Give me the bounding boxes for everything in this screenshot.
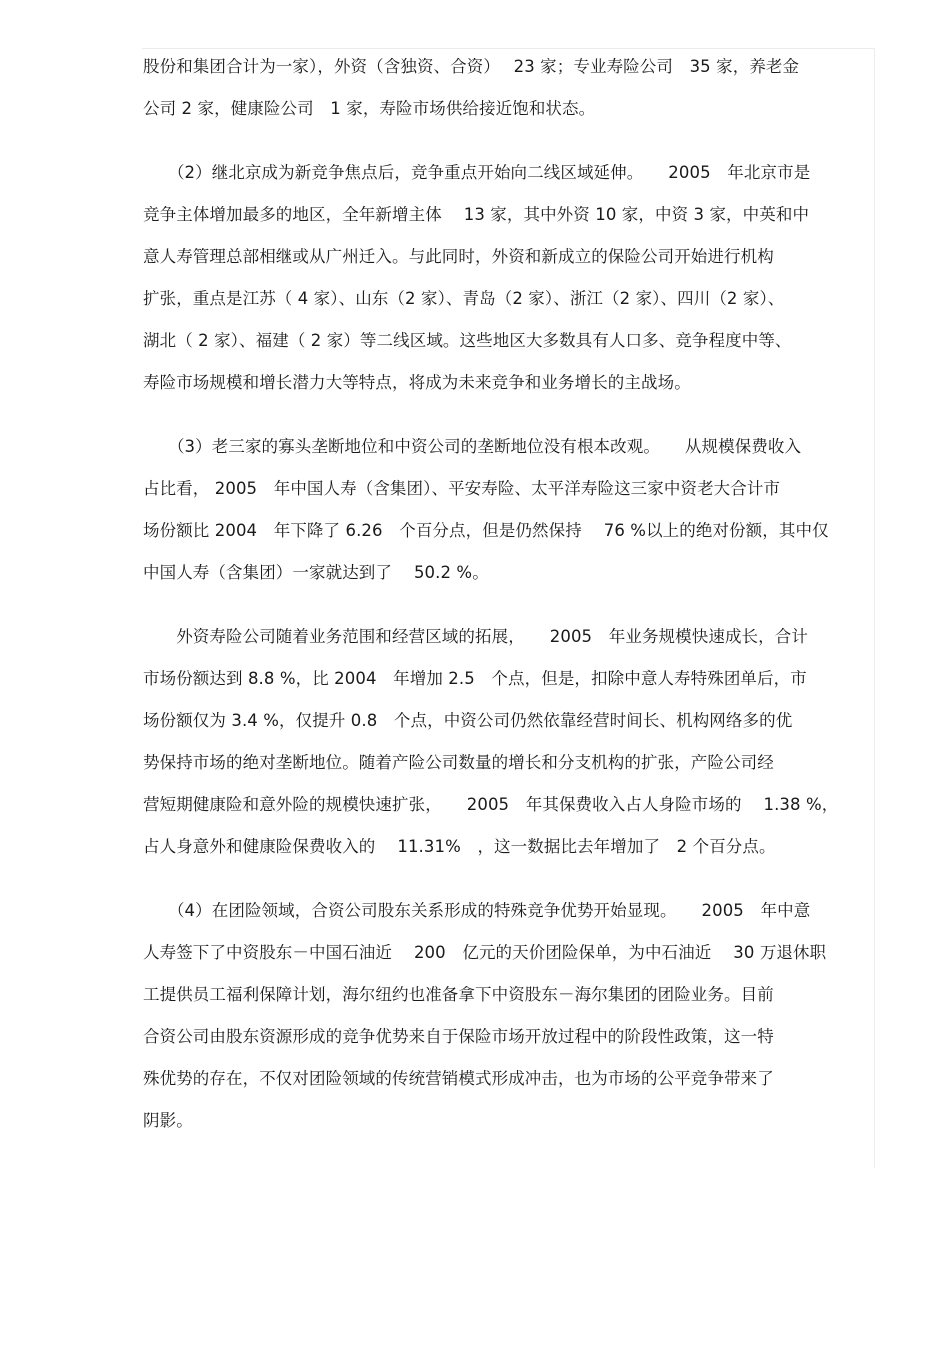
text-line: 占比看， 2005 年中国人寿（含集团）、平安寿险、太平洋寿险这三家中资老大合计市 xyxy=(143,479,781,498)
text-line: 竞争主体增加最多的地区，全年新增主体 13 家，其中外资 10 家，中资 3 家，中英和中 xyxy=(143,205,810,224)
text-line: 工提供员工福利保障计划，海尔纽约也准备拿下中资股东－海尔集团的团险业务。目前 xyxy=(143,985,774,1004)
paragraph-group-insurance xyxy=(143,894,888,1146)
text-line: （3）老三家的寡头垄断地位和中资公司的垄断地位没有根本改观。 从规模保费收入 xyxy=(143,437,802,456)
paragraph-monopoly-position xyxy=(143,430,888,598)
text-line: 股份和集团合计为一家），外资（含独资、合资） 23 家；专业寿险公司 35 家，养老金 xyxy=(143,57,800,76)
text-line: 场份额仅为 3.4 %，仅提升 0.8 个点，中资公司仍然依靠经营时间长、机构网络多的优 xyxy=(143,711,793,730)
text-line: 湖北（ 2 家）、福建（ 2 家）等二线区域。这些地区大多数具有人口多、竞争程度中等、 xyxy=(143,331,792,350)
text-line: 占人身意外和健康险保费收入的 11.31% ，这一数据比去年增加了 2 个百分点。 xyxy=(143,837,776,856)
text-line: （4）在团险领域，合资公司股东关系形成的特殊竞争优势开始显现。 2005 年中意 xyxy=(143,901,811,920)
text-line: 中国人寿（含集团）一家就达到了 50.2 %。 xyxy=(143,563,489,582)
text-line: 人寿签下了中资股东－中国石油近 200 亿元的天价团险保单，为中石油近 30 万退休职 xyxy=(143,943,827,962)
document-body xyxy=(143,50,888,1146)
text-line: 殊优势的存在，不仅对团险领域的传统营销模式形成冲击，也为市场的公平竞争带来了 xyxy=(143,1069,774,1088)
text-line: 营短期健康险和意外险的规模快速扩张， 2005 年其保费收入占人身险市场的 1.38 %， xyxy=(143,795,839,814)
text-line: 公司 2 家，健康险公司 1 家，寿险市场供给接近饱和状态。 xyxy=(143,99,596,118)
text-line: 势保持市场的绝对垄断地位。随着产险公司数量的增长和分支机构的扩张，产险公司经 xyxy=(143,753,774,772)
paragraph-regional-expansion xyxy=(143,156,888,408)
paragraph-foreign-insurers xyxy=(143,620,888,872)
text-line: 阴影。 xyxy=(143,1111,193,1130)
text-line: 外资寿险公司随着业务范围和经营区域的拓展， 2005 年业务规模快速成长，合计 xyxy=(143,627,808,646)
text-line: 场份额比 2004 年下降了 6.26 个百分点，但是仍然保持 76 %以上的绝对份额，其中仅 xyxy=(143,521,829,540)
paragraph-market-supply xyxy=(143,50,888,134)
text-line: 市场份额达到 8.8 %，比 2004 年增加 2.5 个点，但是，扣除中意人寿特殊团单后，市 xyxy=(143,669,807,688)
text-line: 寿险市场规模和增长潜力大等特点，将成为未来竞争和业务增长的主战场。 xyxy=(143,373,691,392)
text-line: （2）继北京成为新竞争焦点后，竞争重点开始向二线区域延伸。 2005 年北京市是 xyxy=(143,163,811,182)
text-line: 合资公司由股东资源形成的竞争优势来自于保险市场开放过程中的阶段性政策，这一特 xyxy=(143,1027,774,1046)
text-line: 意人寿管理总部相继或从广州迁入。与此同时，外资和新成立的保险公司开始进行机构 xyxy=(143,247,774,266)
text-line: 扩张，重点是江苏（ 4 家）、山东（2 家）、青岛（2 家）、浙江（2 家）、四川（2 家）、 xyxy=(143,289,785,308)
